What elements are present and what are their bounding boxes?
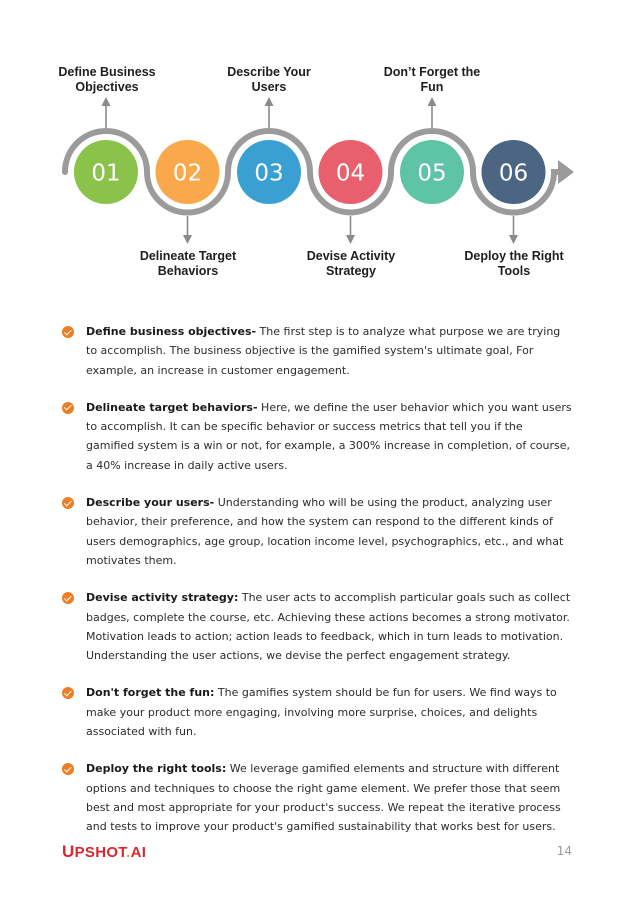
list-item-title: Devise activity strategy: [86, 591, 239, 605]
step-number: 02 [172, 160, 203, 187]
check-icon [62, 592, 74, 604]
list-item-body: Understanding who will be using the product, analyzing user behavior, their preference, and how the system can respond to the different kinds of users demographics, age group, location income level, psychographics, etc., and what motivates them. [86, 496, 564, 567]
step-number: 03 [254, 160, 284, 187]
step-label-1: Define Business Objectives [58, 65, 156, 94]
step-number: 04 [335, 160, 366, 187]
step-label-5: Don’t Forget the Fun [383, 65, 481, 94]
logo-ai: AI [130, 844, 147, 861]
step-number: 05 [417, 160, 447, 187]
step-pointer-arrow [346, 235, 355, 244]
logo-dot: . [126, 844, 131, 861]
step-number: 01 [91, 160, 121, 187]
list-item-title: Deploy the right tools: [86, 762, 227, 776]
list-item [62, 322, 572, 380]
list-item-body: We leverage gamified elements and structure with different options and techniques to choose the right game element. We prefer those that seem best and most appropriate for your product's success. We repeat the iterative process and tests to improve your product's gamified sustainability that works best for users. [86, 762, 561, 834]
check-icon [62, 326, 74, 338]
step-label-3: Describe Your Users [227, 65, 311, 94]
list-item-title: Describe your users- [86, 496, 215, 510]
logo-text: PSHOT [74, 844, 127, 861]
check-icon [62, 763, 74, 775]
check-icon [62, 497, 74, 509]
list-item [62, 683, 572, 741]
step-label-2: Delineate Target Behaviors [139, 249, 237, 278]
list-item [62, 398, 572, 475]
list-item-body: The first step is to analyze what purpose we are trying to accomplish. The business objective is the gamified system's ultimate goal, For example, an increase in customer engagement. [86, 325, 561, 377]
list-item-text [86, 759, 572, 836]
list-item-title: Don't forget the fun: [86, 686, 215, 700]
logo-letter-u: U [62, 842, 75, 861]
list-item [62, 493, 572, 570]
list-item-text [86, 493, 572, 570]
list-item [62, 759, 572, 836]
page-number: 14 [556, 844, 572, 858]
list-item-title: Delineate target behaviors- [86, 400, 258, 414]
step-label-4: Devise Activity Strategy [306, 249, 396, 278]
step-pointer-arrow [509, 235, 518, 244]
wave-arrowhead [558, 160, 574, 184]
check-icon [62, 402, 74, 414]
list-item [62, 588, 572, 665]
list-item-text [86, 398, 572, 475]
list-item-body: Here, we define the user behavior which you want users to accomplish. It can be specific behavior or success metrics that tell you if the gamified system is a win or not, for example, a 300% increase in completion, of course, a 40% increase in daily active users. [86, 400, 572, 472]
list-item-body: The gamifies system should be fun for users. We find ways to make your product more engaging, involving more surprise, choices, and delights associated with fun. [86, 686, 557, 739]
list-item-title: Define business objectives- [86, 325, 257, 338]
step-pointer-arrow [428, 97, 437, 106]
step-pointer-arrow [265, 97, 274, 106]
list-item-text [86, 588, 572, 665]
step-label-6: Deploy the Right Tools [464, 249, 564, 278]
step-pointer-arrow [183, 235, 192, 244]
step-pointer-arrow [102, 97, 111, 106]
process-diagram [0, 0, 638, 300]
list-item-text [86, 683, 572, 741]
check-icon [62, 687, 74, 699]
list-item-body: The user acts to accomplish particular goals such as collect badges, complete the course, etc. Achieving these actions becomes a strong motivator. Motivation leads to action; action leads to feedback, which in turn leads to motivation. Understanding the user actions, we devise the perfect engagement strategy. [86, 591, 571, 663]
steps-description-list [62, 322, 572, 855]
list-item-text [86, 322, 572, 380]
upshot-logo [62, 842, 146, 862]
step-number: 06 [498, 160, 529, 187]
